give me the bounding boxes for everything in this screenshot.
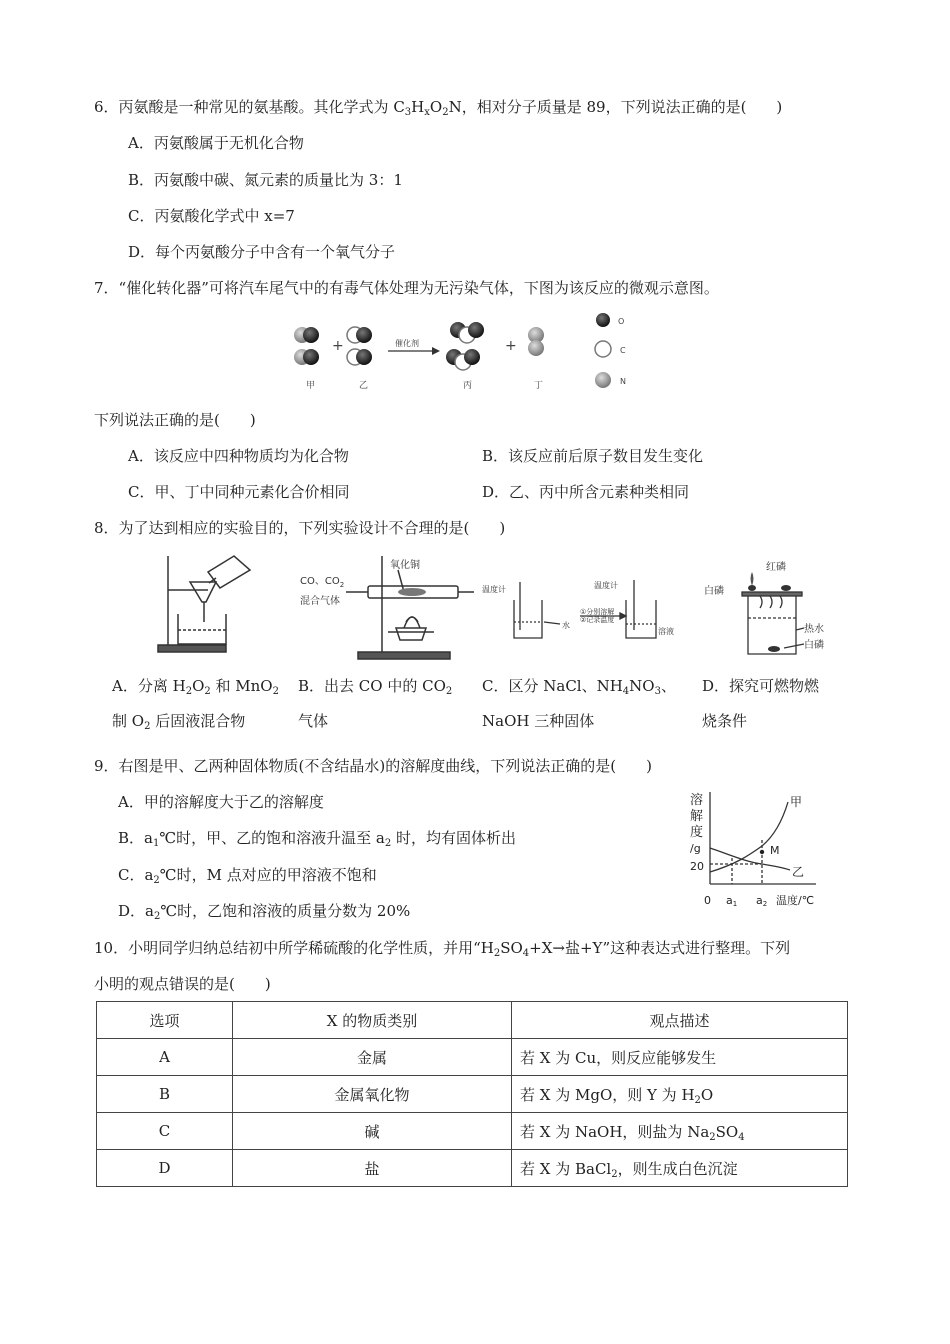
q10-table <box>96 1001 848 1187</box>
q7-stem: 7．“催化转化器”可将汽车尾气中的有毒气体处理为无污染气体，下图为该反应的微观示意图。 <box>94 279 719 297</box>
svg-text:O: O <box>618 317 625 326</box>
svg-text:温度/℃: 温度/℃ <box>776 894 815 907</box>
q7-molecule-jia <box>294 327 319 365</box>
q8-option-a-line2: 制 $O_2$ 后固液混合物 <box>112 712 246 732</box>
svg-text:混合气体: 混合气体 <box>300 596 340 607</box>
svg-text:温度计: 温度计 <box>482 585 506 594</box>
q7-molecule-yi <box>347 327 372 365</box>
table-row <box>97 1076 848 1113</box>
svg-text:②记录温度: ②记录温度 <box>580 616 615 624</box>
svg-text:N: N <box>620 377 626 386</box>
q8-option-d-line1: D．探究可燃物燃 <box>702 677 820 695</box>
q8-figure-a-filtration <box>150 552 260 656</box>
table-cell-description: 若 X 为 BaCl$_2$，则生成白色沉淀 <box>512 1150 848 1187</box>
svg-text:解: 解 <box>690 809 704 824</box>
q7-option-c: C．甲、丁中同种元素化合价相同 <box>128 483 350 501</box>
svg-text:①分别溶解: ①分别溶解 <box>580 608 615 616</box>
q8-figure-d-combustion <box>704 560 844 660</box>
q6-option-c: C．丙氨酸化学式中 x=7 <box>128 207 295 225</box>
q9-option-a: A．甲的溶解度大于乙的溶解度 <box>118 793 324 811</box>
q7-question: 下列说法正确的是( ) <box>94 411 256 429</box>
svg-text:+: + <box>505 338 517 354</box>
svg-text:白磷: 白磷 <box>704 586 724 597</box>
svg-text:C: C <box>620 346 626 355</box>
table-cell-category: 碱 <box>233 1113 512 1150</box>
q6-option-a: A．丙氨酸属于无机化合物 <box>128 134 304 152</box>
svg-text:丁: 丁 <box>534 381 544 391</box>
svg-text:丙: 丙 <box>463 381 473 391</box>
table-cell-category: 盐 <box>233 1150 512 1187</box>
q7-option-a: A．该反应中四种物质均为化合物 <box>128 447 349 465</box>
table-header-cell: 观点描述 <box>512 1002 848 1039</box>
svg-text:氧化铜: 氧化铜 <box>390 560 420 571</box>
q6-stem: 6．丙氨酸是一种常见的氨基酸。其化学式为 $C_3H_xO_2N$，相对分子质量是 89，下列说法正确的是( ) <box>94 98 783 118</box>
svg-text:a1: a1 <box>726 894 738 908</box>
table-cell-option: A <box>97 1039 233 1076</box>
table-cell-option: D <box>97 1150 233 1187</box>
svg-text:溶液: 溶液 <box>658 627 674 636</box>
q7-reaction-arrow <box>388 338 440 355</box>
q7-option-b: B．该反应前后原子数目发生变化 <box>482 447 704 465</box>
q9-option-c: C．$a_2℃$时，M 点对应的甲溶液不饱和 <box>118 866 377 886</box>
svg-text:溶: 溶 <box>690 793 704 808</box>
svg-text:M: M <box>770 844 780 857</box>
q6-option-d: D．每个丙氨酸分子中含有一个氧气分子 <box>128 243 396 261</box>
q9-stem: 9．右图是甲、乙两种固体物质(不含结晶水)的溶解度曲线，下列说法正确的是( ) <box>94 757 652 775</box>
table-row <box>97 1113 848 1150</box>
q8-option-d-line2: 烧条件 <box>702 712 748 730</box>
q8-option-b-line1: B．出去 CO 中的 $CO_2$ <box>298 677 453 697</box>
q8-figure-b-copper-oxide <box>298 552 478 664</box>
table-cell-description: 若 X 为 NaOH，则盐为 $Na_2SO_4$ <box>512 1113 848 1150</box>
table-header-cell: X 的物质类别 <box>233 1002 512 1039</box>
q7-legend <box>595 313 626 388</box>
table-cell-category: 金属 <box>233 1039 512 1076</box>
svg-text:乙: 乙 <box>359 381 369 391</box>
svg-text:0: 0 <box>704 894 711 907</box>
q9-solubility-chart <box>688 788 828 910</box>
table-row <box>97 1039 848 1076</box>
q7-molecule-diagram <box>280 308 660 394</box>
svg-text:乙: 乙 <box>792 865 805 879</box>
q8-option-c-line1: C．区分 NaCl、$NH_4NO_3$、 <box>482 677 676 697</box>
q9-option-b: B．$a_1℃$时，甲、乙的饱和溶液升温至 $a_2$ 时，均有固体析出 <box>118 829 516 849</box>
svg-text:甲: 甲 <box>790 795 803 809</box>
q8-option-c-line2: NaOH 三种固体 <box>482 712 595 730</box>
q7-catalyst-label: 催化剂 <box>395 339 419 348</box>
table-cell-category: 金属氧化物 <box>233 1076 512 1113</box>
svg-text:/g: /g <box>690 842 701 855</box>
svg-text:20: 20 <box>690 860 704 873</box>
q10-stem-line2: 小明的观点错误的是( ) <box>94 975 271 993</box>
q8-option-b-line2: 气体 <box>298 712 329 730</box>
q8-figure-c-dissolution <box>480 576 680 640</box>
table-cell-description: 若 X 为 MgO，则 Y 为 $H_2O$ <box>512 1076 848 1113</box>
q8-stem: 8．为了达到相应的实验目的，下列实验设计不合理的是( ) <box>94 519 506 537</box>
svg-text:+: + <box>332 338 344 354</box>
q8-option-a-line1: A．分离 $H_2O_2$ 和 MnO$_2$ <box>112 677 279 697</box>
svg-text:a2: a2 <box>756 894 768 908</box>
table-row <box>97 1150 848 1187</box>
q9-option-d: D．$a_2℃$时，乙饱和溶液的质量分数为 20% <box>118 902 411 922</box>
table-cell-option: B <box>97 1076 233 1113</box>
q7-molecule-ding <box>528 327 544 356</box>
svg-text:度: 度 <box>690 825 704 840</box>
q6-option-b: B．丙氨酸中碳、氮元素的质量比为 3：1 <box>128 171 403 189</box>
q10-stem-line1: 10．小明同学归纳总结初中所学稀硫酸的化学性质，并用“$H_2SO_4+X\to$盐+Y”这种表达式进行整理。下列 <box>94 939 791 959</box>
svg-text:热水: 热水 <box>804 624 824 635</box>
svg-text:红磷: 红磷 <box>766 562 786 573</box>
q7-option-d: D．乙、丙中所含元素种类相同 <box>482 483 690 501</box>
table-header-row <box>97 1002 848 1039</box>
table-header-cell: 选项 <box>97 1002 233 1039</box>
svg-text:CO、CO2: CO、$CO_2$ <box>300 576 345 589</box>
svg-text:白磷: 白磷 <box>804 640 824 651</box>
table-cell-option: C <box>97 1113 233 1150</box>
svg-text:水: 水 <box>562 621 570 630</box>
svg-text:甲: 甲 <box>306 381 316 391</box>
table-cell-description: 若 X 为 Cu，则反应能够发生 <box>512 1039 848 1076</box>
q7-molecule-bing <box>446 322 484 370</box>
svg-text:温度计: 温度计 <box>594 581 618 590</box>
